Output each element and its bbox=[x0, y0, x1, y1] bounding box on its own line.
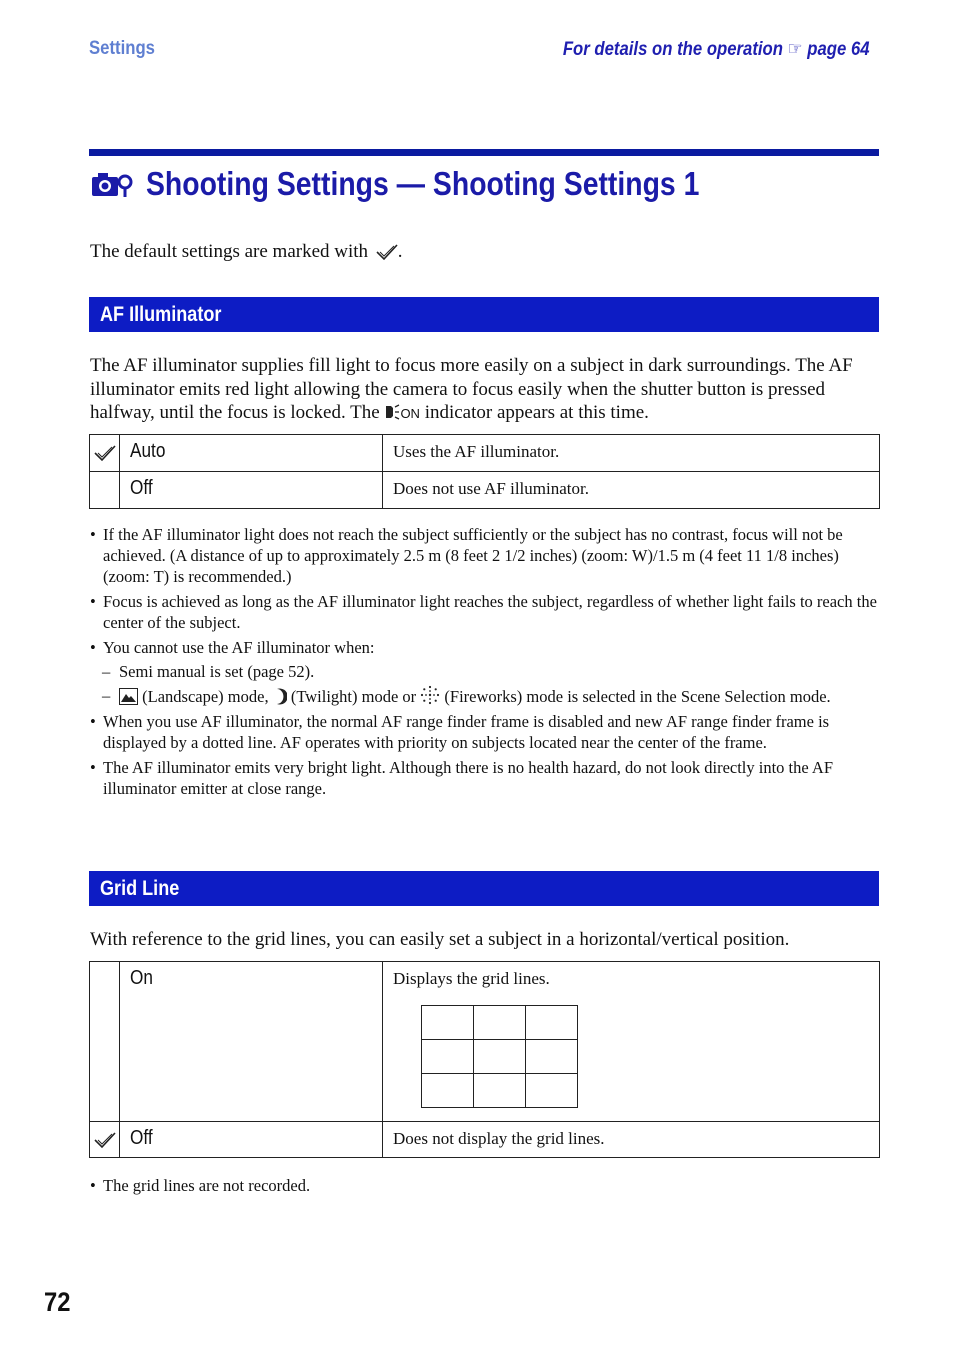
default-mark-cell bbox=[90, 472, 120, 509]
option-label: Off bbox=[130, 477, 153, 499]
grid-line-intro: With reference to the grid lines, you can easily set a subject in a horizontal/vertical position. bbox=[90, 929, 790, 950]
option-label: On bbox=[130, 967, 153, 989]
page-title-text: Shooting Settings — Shooting Settings 1 bbox=[146, 165, 700, 202]
title-rule bbox=[89, 149, 879, 156]
option-description: Displays the grid lines. bbox=[393, 969, 550, 988]
camera-settings-icon bbox=[90, 169, 134, 199]
list-item: • Focus is achieved as long as the AF illuminator light reaches the subject, regardless of whether light fails to reach the center of the subject. bbox=[90, 591, 880, 633]
af-intro-text: The AF illuminator supplies fill light to focus more easily on a subject in dark surroundings. The AF illuminator emits red light allowing the camera to focus easily when the shutter button is pressed halfway, until the focus is locked. The bbox=[90, 355, 853, 423]
af-illuminator-indicator-icon bbox=[384, 404, 400, 420]
twilight-moon-icon bbox=[273, 688, 287, 705]
pointing-hand-icon: ☞ bbox=[788, 39, 804, 60]
af-illuminator-options-table bbox=[89, 434, 880, 509]
section-af-illuminator bbox=[89, 297, 879, 332]
af-intro-text-end: indicator appears at this time. bbox=[424, 402, 649, 423]
header-section-label: Settings bbox=[89, 38, 155, 59]
option-label-cell bbox=[120, 1122, 383, 1158]
checkmark-default-icon bbox=[94, 1131, 116, 1149]
af-illuminator-notes bbox=[90, 524, 880, 803]
option-description-cell bbox=[383, 1122, 880, 1158]
page-title bbox=[90, 162, 880, 206]
af-illuminator-intro bbox=[90, 354, 880, 426]
fireworks-icon bbox=[420, 685, 440, 705]
list-item: • When you use AF illuminator, the normal AF range finder frame is disabled and new AF range finder frame is displayed by a dotted line. AF operates with priority on subjects located near the center of the frame. bbox=[90, 711, 880, 753]
af-indicator-sub: ON bbox=[400, 406, 420, 421]
list-item bbox=[90, 685, 880, 707]
default-note-suffix: . bbox=[397, 241, 403, 262]
option-description-cell bbox=[383, 962, 880, 1122]
checkmark-default-icon bbox=[94, 444, 116, 462]
option-label: Auto bbox=[130, 440, 166, 462]
option-description: Does not use AF illuminator. bbox=[393, 479, 589, 498]
option-label-cell bbox=[120, 962, 383, 1122]
option-description: Does not display the grid lines. bbox=[393, 1129, 605, 1148]
list-item: • The AF illuminator emits very bright light. Although there is no health hazard, do not look directly into the AF illuminator emitter at close range. bbox=[90, 757, 880, 799]
fireworks-mode-text: (Fireworks) mode is selected in the Scene Selection mode. bbox=[444, 687, 831, 706]
table-row bbox=[90, 962, 880, 1122]
grid-lines-illustration bbox=[421, 1005, 578, 1108]
landscape-icon bbox=[119, 688, 138, 705]
default-note-text: The default settings are marked with bbox=[90, 241, 369, 262]
default-mark-cell bbox=[90, 1122, 120, 1158]
option-description-cell bbox=[383, 472, 880, 509]
list-item: – Semi manual is set (page 52). bbox=[90, 661, 880, 682]
landscape-mode-text: (Landscape) mode, bbox=[142, 687, 269, 706]
table-row bbox=[90, 472, 880, 509]
default-mark-cell bbox=[90, 962, 120, 1122]
twilight-mode-text: (Twilight) mode or bbox=[290, 687, 417, 706]
list-item: • The grid lines are not recorded. bbox=[90, 1175, 880, 1196]
default-mark-cell bbox=[90, 435, 120, 472]
section-grid-line-heading: Grid Line bbox=[100, 876, 180, 900]
grid-line-options-table bbox=[89, 961, 880, 1158]
table-row bbox=[90, 435, 880, 472]
section-grid-line bbox=[89, 871, 879, 906]
header-details-reference bbox=[563, 38, 870, 61]
page-number: 72 bbox=[44, 1287, 71, 1317]
option-label-cell bbox=[120, 472, 383, 509]
list-item: • If the AF illuminator light does not reach the subject sufficiently or the subject has no contrast, focus will not be achieved. (A distance of up to approximately 2.5 m (8 feet 2 1/2 inches) (zoom: W)/1.5 m (4 feet 11 1/8 inches) (zoom: T) is recommended.) bbox=[90, 524, 880, 587]
grid-line-notes bbox=[90, 1175, 880, 1200]
option-label-cell bbox=[120, 435, 383, 472]
checkmark-default-icon bbox=[376, 243, 398, 261]
option-label: Off bbox=[130, 1127, 153, 1149]
option-description-cell bbox=[383, 435, 880, 472]
header-details-page: page 64 bbox=[807, 39, 870, 60]
option-description: Uses the AF illuminator. bbox=[393, 442, 560, 461]
list-item: • You cannot use the AF illuminator when: bbox=[90, 637, 880, 658]
table-row bbox=[90, 1122, 880, 1158]
header-details-prefix: For details on the operation bbox=[563, 39, 784, 60]
default-settings-note bbox=[90, 241, 403, 263]
section-af-illuminator-heading: AF Illuminator bbox=[100, 302, 222, 326]
